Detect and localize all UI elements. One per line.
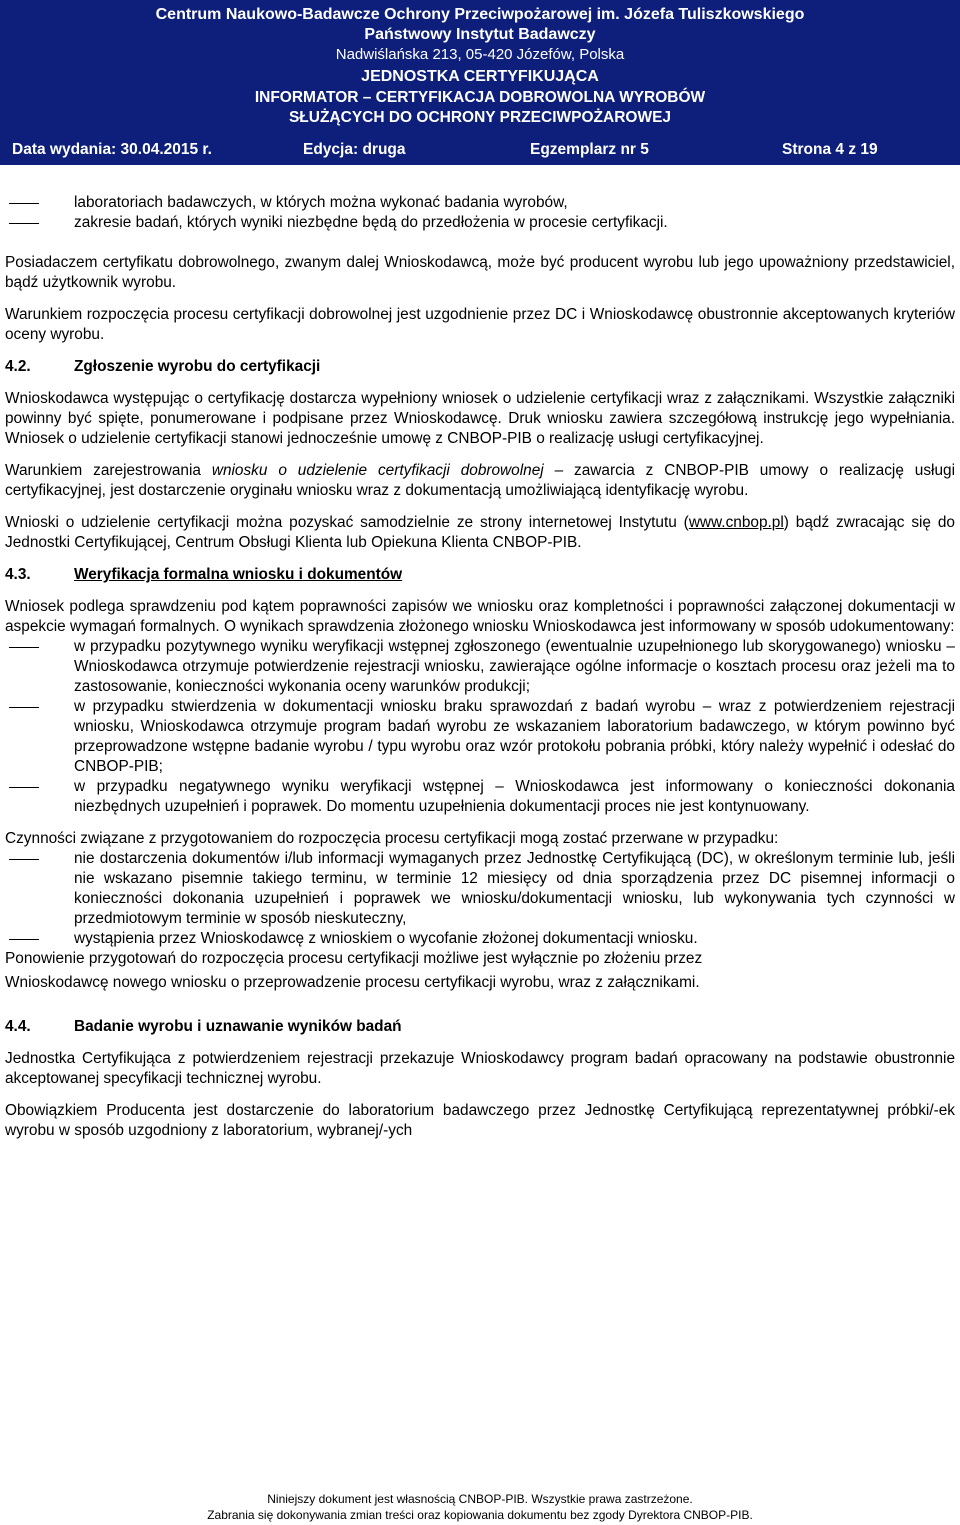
document-subtitle: SŁUŻĄCYCH DO OCHRONY PRZECIWPOŻAROWEJ xyxy=(288,109,672,126)
edition: Edycja: druga xyxy=(303,141,406,158)
section-number: 4.2. xyxy=(5,358,31,375)
list-item: nie dostarczenia dokumentów i/lub informacji wymaganych przez Jednostkę Certyfikującą (DC), w określonym terminie lub, jeśli nie wskazano pisemnie takiego terminu, w terminie 12 miesięcy od dnia sporządzenia przez DC pisemnej informacji o konieczności dokonania uzupełnień i poprawek we wniosku/dokumentacji wniosku, lub wykonywania tych czynności w przedmiotowym terminie w sposób nieskuteczny, xyxy=(5,849,955,929)
paragraph-line: Wnioskodawcę nowego wniosku o przeprowadzenie procesu certyfikacji wyrobu, wraz z załącznikami. xyxy=(5,974,700,991)
verification-list xyxy=(5,637,955,817)
section-title: Badanie wyrobu i uznawanie wyników badań xyxy=(74,1018,402,1035)
interruption-list xyxy=(5,849,955,949)
scope-list xyxy=(5,193,955,233)
section-title: Weryfikacja formalna wniosku i dokumentów xyxy=(74,566,403,583)
list-item: w przypadku stwierdzenia w dokumentacji wniosku braku sprawozdań z badań wyrobu – wraz z potwierdzeniem rejestracji wniosku, Wnioskodawca otrzymuje program badań wyrobu ze wskazaniem laboratorium badawczego, w którym powinno być przeprowadzone wstępne badanie wyrobu / typu wyrobu oraz wzór protokołu pobrania próbki, który należy wypełnić i odesłać do CNBOP-PIB; xyxy=(5,697,955,777)
website-link[interactable]: www.cnbop.pl xyxy=(688,514,784,531)
document-footer xyxy=(0,1491,960,1523)
copy-number: Egzemplarz nr 5 xyxy=(530,141,649,158)
page-number: Strona 4 z 19 xyxy=(782,141,878,158)
section-heading xyxy=(5,1017,955,1037)
list-item: w przypadku negatywnego wyniku weryfikacji wstępnej – Wnioskodawca jest informowany o konieczności dokonania niezbędnych uzupełnień i poprawek. Do momentu uzupełnienia dokumentacji proces nie jest kontynuowany. xyxy=(5,777,955,817)
section-heading xyxy=(5,565,955,585)
paragraph: Posiadaczem certyfikatu dobrowolnego, zwanym dalej Wnioskodawcą, może być producent wyrobu lub jego upoważniony przedstawiciel, bądź użytkownik wyrobu. xyxy=(5,254,955,291)
institute-status: Państwowy Instytut Badawczy xyxy=(364,26,596,43)
unit-name: JEDNOSTKA CERTYFIKUJĄCA xyxy=(361,68,599,85)
paragraph: Warunkiem rozpoczęcia procesu certyfikacji dobrowolnej jest uzgodnienie przez DC i Wnioskodawcę obustronnie akceptowanych kryteriów oceny wyrobu. xyxy=(5,306,955,343)
paragraph: Obowiązkiem Producenta jest dostarczenie do laboratorium badawczego przez Jednostkę Certyfikującą reprezentatywnej próbki/-ek wyrobu w sposób uzgodniony z laboratorium, wybranej/-ych xyxy=(5,1102,955,1139)
list-item: laboratoriach badawczych, w których można wykonać badania wyrobów, xyxy=(5,193,955,213)
section-number: 4.4. xyxy=(5,1018,31,1035)
issue-date: Data wydania: 30.04.2015 r. xyxy=(12,141,212,158)
list-item: w przypadku pozytywnego wyniku weryfikacji wstępnej zgłoszonego (ewentualnie uzupełnionego lub skorygowanego) wniosku – Wnioskodawca otrzymuje potwierdzenie rejestracji wniosku, zawierające ogólne informacje o kosztach procesu oraz jeżeli ma to zastosowanie, konieczności wykonania oceny warunków produkcji; xyxy=(5,637,955,697)
document-body xyxy=(0,165,960,1141)
paragraph: Jednostka Certyfikująca z potwierdzeniem rejestracji przekazuje Wnioskodawcy program badań opracowany na podstawie obustronnie akceptowanej specyfikacji technicznej wyrobu. xyxy=(5,1050,955,1087)
paragraph: Wnioskodawca występując o certyfikację dostarcza wypełniony wniosek o udzielenie certyfikacji wraz z załącznikami. Wszystkie załączniki powinny być spięte, ponumerowane i podpisane przez Wnioskodawcę. Druk wniosku zawiera szczegółową instrukcję jego wypełniania. Wniosek o udzielenie certyfikacji stanowi jednocześnie umowę z CNBOP-PIB o realizację usługi certyfikacyjnej. xyxy=(5,390,955,447)
document-header xyxy=(0,0,960,165)
section-title: Zgłoszenie wyrobu do certyfikacji xyxy=(74,358,321,375)
paragraph-line: Ponowienie przygotowań do rozpoczęcia procesu certyfikacji możliwe jest wyłącznie po złożeniu przez xyxy=(5,950,703,967)
list-item: wystąpienia przez Wnioskodawcę z wnioskiem o wycofanie złożonej dokumentacji wniosku. xyxy=(5,929,955,949)
list-item: zakresie badań, których wyniki niezbędne będą do przedłożenia w procesie certyfikacji. xyxy=(5,213,955,233)
document-meta xyxy=(0,138,960,160)
paragraph: Czynności związane z przygotowaniem do rozpoczęcia procesu certyfikacji mogą zostać przerwane w przypadku: xyxy=(5,830,779,847)
section-heading xyxy=(5,357,955,377)
document-title: INFORMATOR – CERTYFIKACJA DOBROWOLNA WYROBÓW xyxy=(254,89,706,106)
copyright-notice: Niniejszy dokument jest własnością CNBOP-PIB. Wszystkie prawa zastrzeżone. xyxy=(267,1492,693,1506)
section-number: 4.3. xyxy=(5,566,31,583)
institute-name: Centrum Naukowo-Badawcze Ochrony Przeciwpożarowej im. Józefa Tuliszkowskiego xyxy=(155,6,805,23)
paragraph: Wnioski o udzielenie certyfikacji można pozyskać samodzielnie ze strony internetowej Instytutu (www.cnbop.pl) bądź zwracając się do Jednostki Certyfikującej, Centrum Obsługi Klienta lub Opiekuna Klienta CNBOP-PIB. xyxy=(5,514,955,551)
copy-restriction-notice: Zabrania się dokonywania zmian treści oraz kopiowania dokumentu bez zgody Dyrektora CNBOP-PIB. xyxy=(207,1508,753,1522)
paragraph: Warunkiem zarejestrowania wniosku o udzielenie certyfikacji dobrowolnej – zawarcia z CNBOP-PIB umowy o realizację usługi certyfikacyjnej, jest dostarczenie oryginału wniosku wraz z dokumentacją umożliwiającą identyfikację wyrobu. xyxy=(5,462,956,499)
paragraph: Wniosek podlega sprawdzeniu pod kątem poprawności zapisów we wniosku oraz kompletności i poprawności załączonej dokumentacji w aspekcie wymagań formalnych. O wynikach sprawdzenia złożonego wniosku Wnioskodawca jest informowany w sposób udokumentowany: xyxy=(5,598,955,635)
institute-address: Nadwiślańska 213, 05-420 Józefów, Polska xyxy=(335,46,625,63)
